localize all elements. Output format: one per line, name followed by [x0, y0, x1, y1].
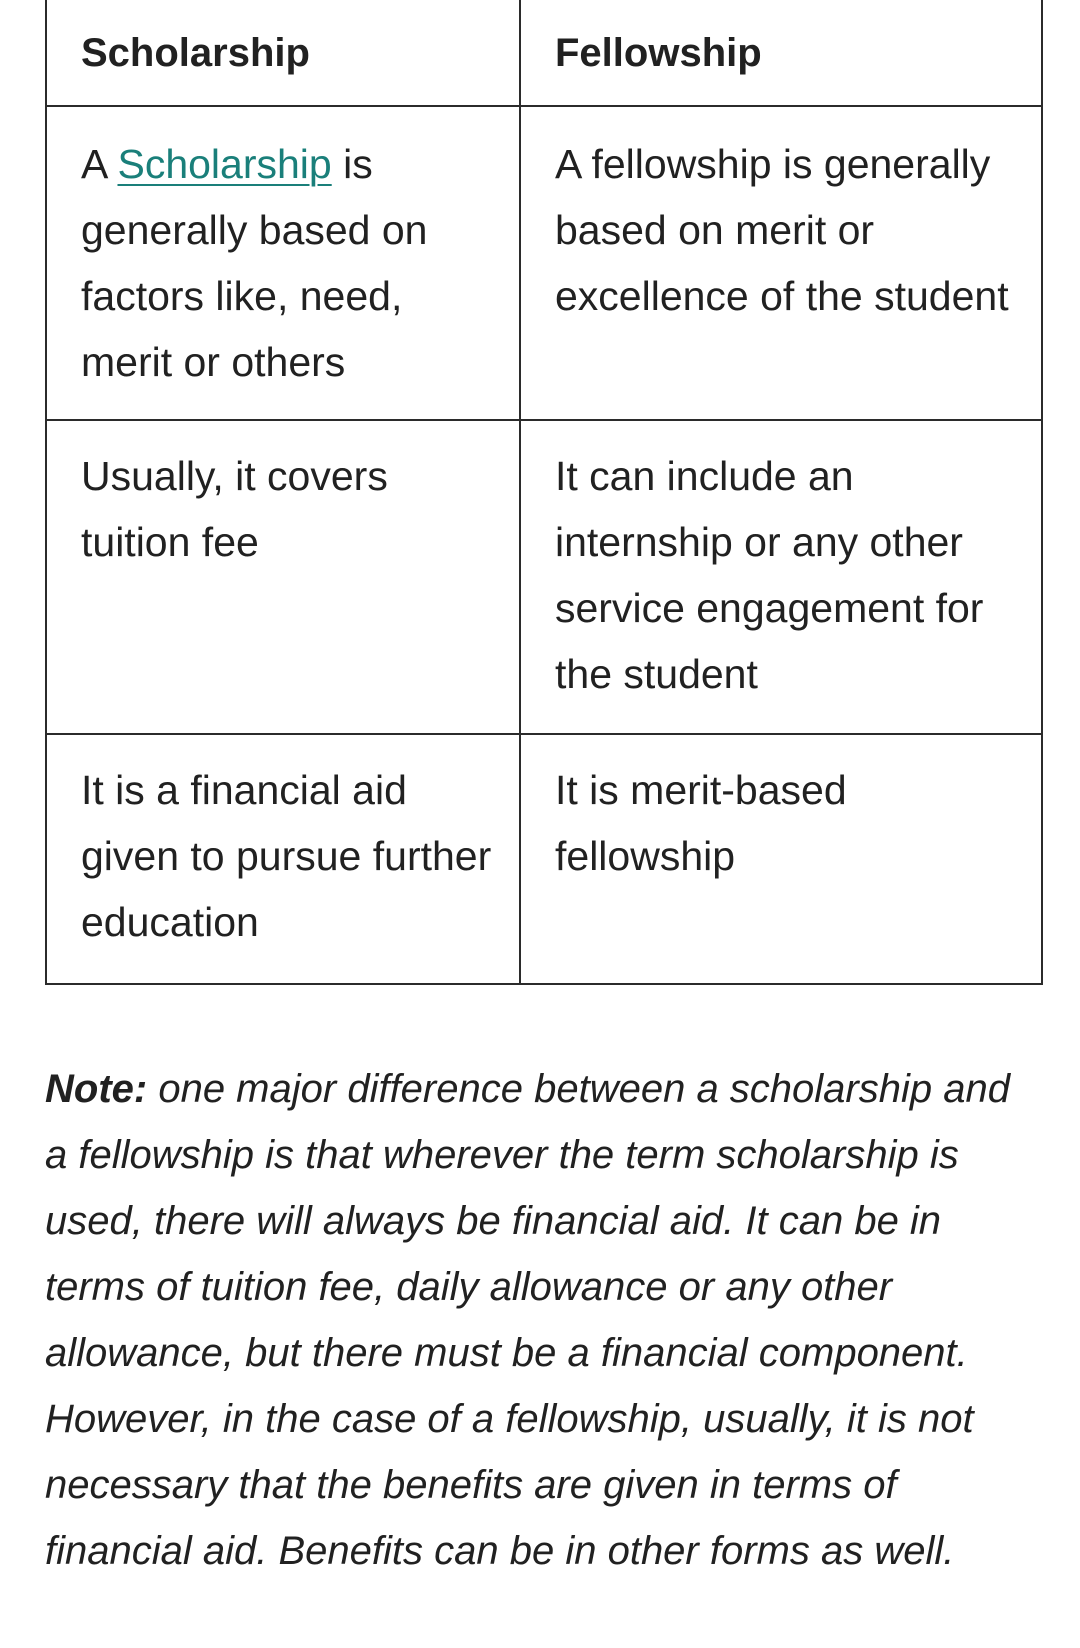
scholarship-link[interactable]: Scholarship [117, 141, 332, 187]
table-header-row [46, 0, 1042, 106]
cell-fellowship-type: It is merit-based fellowship [520, 734, 1042, 984]
header-scholarship: Scholarship [46, 0, 520, 106]
note-label: Note: [45, 1067, 148, 1111]
table-row [46, 420, 1042, 734]
table-row [46, 106, 1042, 420]
table-row [46, 734, 1042, 984]
cell-fellowship-basis: A fellowship is generally based on merit or excellence of the student [520, 106, 1042, 420]
note-text: one major difference between a scholarship and a fellowship is that wherever the term scholarship is used, there will always be financial aid. It can be in terms of tuition fee, daily allowance or any other allowance, but there must be a financial component. However, in the case of a fellowship, usually, it is not necessary that the benefits are given in terms of financial aid. Benefits can be in other forms as well. [45, 1067, 1010, 1573]
cell-text-prefix: A [81, 141, 118, 187]
cell-fellowship-coverage: It can include an internship or any other service engagement for the student [520, 420, 1042, 734]
comparison-table [45, 0, 1043, 985]
header-fellowship: Fellowship [520, 0, 1042, 106]
note-paragraph [45, 1056, 1041, 1584]
cell-scholarship-coverage: Usually, it covers tuition fee [46, 420, 520, 734]
cell-text-rest: is generally based on factors like, need, merit or others [81, 141, 428, 385]
cell-scholarship-basis [46, 106, 520, 420]
cell-scholarship-type: It is a financial aid given to pursue further education [46, 734, 520, 984]
